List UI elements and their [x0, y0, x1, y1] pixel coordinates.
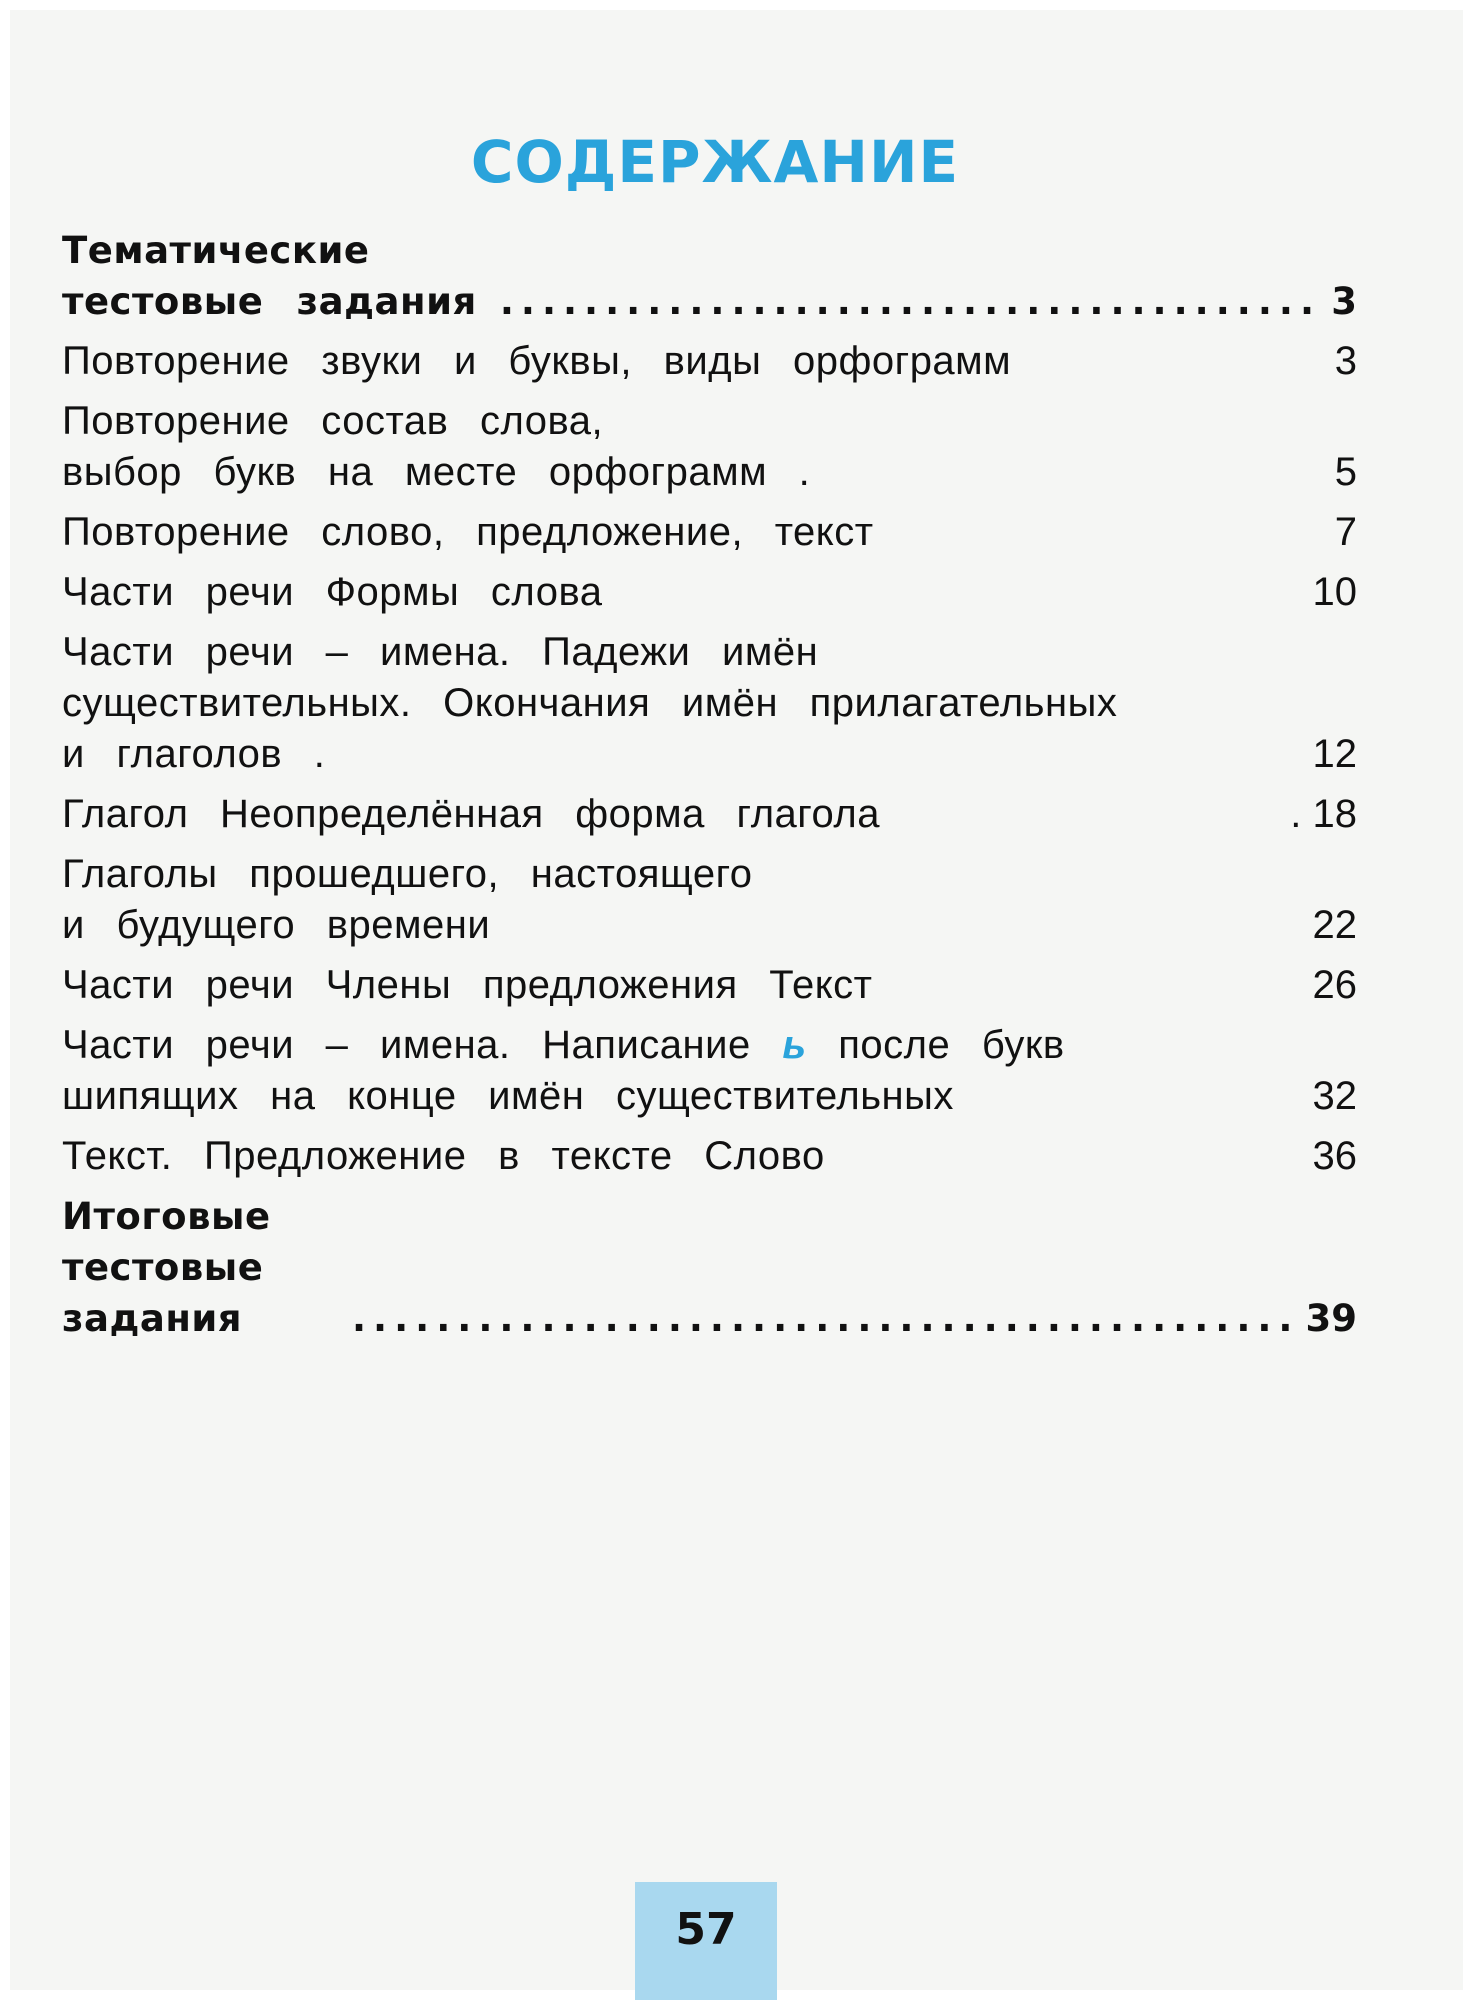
toc-page-number: 7	[1334, 510, 1357, 554]
toc-entry-line-tail: после букв	[838, 1023, 1065, 1067]
toc-page-number: 22	[1312, 903, 1357, 947]
toc-page-number: 3	[1331, 280, 1357, 323]
toc-entry-line: Повторение состав слова,	[62, 399, 604, 443]
toc-entry-line: Части речи – имена. Падежи имён	[62, 630, 819, 674]
toc-entry-final-tests[interactable]	[62, 1191, 1357, 1344]
toc-page-number: 10	[1312, 570, 1357, 614]
toc-page-number: 26	[1312, 963, 1357, 1007]
dot-leader	[1131, 729, 1306, 780]
dot-leader	[1079, 1071, 1307, 1122]
dot-leader	[894, 789, 1284, 840]
toc-page-number: . 18	[1290, 792, 1357, 836]
page-number: 57	[675, 1904, 737, 1955]
toc-page-number: 3	[1334, 339, 1357, 383]
dot-leader	[767, 900, 1307, 951]
page-number-box	[635, 1882, 777, 2000]
toc-entry-verb-tenses[interactable]	[62, 849, 1357, 951]
toc-entry-line: Части речи – имена. Написание	[62, 1023, 751, 1067]
toc-entry-sentence-members[interactable]	[62, 960, 1357, 1011]
toc-entry-noun-cases[interactable]	[62, 627, 1357, 780]
toc-entry-word-composition[interactable]	[62, 396, 1357, 498]
toc-entry-soft-sign[interactable]	[62, 1020, 1357, 1122]
dot-leader	[839, 1131, 1307, 1182]
toc-entry-line: выбор букв на месте орфограмм .	[62, 450, 811, 494]
toc-entry-line: и будущего времени	[62, 903, 491, 947]
dot-leader: .............................................	[351, 1297, 1300, 1340]
toc-page-number: 36	[1312, 1134, 1357, 1178]
dot-leader	[617, 567, 1307, 618]
page-title: СОДЕРЖАНИЕ	[470, 128, 960, 196]
toc-entry-line: Части речи Формы слова	[62, 570, 603, 614]
dot-leader	[1025, 336, 1321, 387]
toc-entry-sounds-letters[interactable]	[62, 336, 1357, 387]
toc-entry-infinitive[interactable]	[62, 789, 1357, 840]
toc-entry-line: Глагол Неопределённая форма глагола	[62, 792, 880, 836]
toc-entry-thematic-tests[interactable]	[62, 225, 1357, 327]
dot-leader: .......................................	[499, 280, 1321, 323]
toc-page-number: 12	[1312, 732, 1357, 776]
toc-entry-line: Текст. Предложение в тексте Слово	[62, 1134, 825, 1178]
toc-entry-line: шипящих на конце имён существительных	[62, 1074, 954, 1118]
toc-page-number: 5	[1334, 450, 1357, 494]
toc-entry-line: Итоговые тестовые задания	[62, 1195, 271, 1340]
toc-entry-text-sentence-word[interactable]	[62, 1131, 1357, 1182]
toc-page-number: 32	[1312, 1074, 1357, 1118]
dot-leader	[888, 507, 1321, 558]
dot-leader	[824, 447, 1321, 498]
toc-entry-word-forms[interactable]	[62, 567, 1357, 618]
toc-entry-line: Части речи Члены предложения Текст	[62, 963, 873, 1007]
dot-leader	[886, 960, 1306, 1011]
toc-entry-line: существительных. Окончания имён прилагательных	[62, 681, 1118, 725]
toc-entry-line: и глаголов .	[62, 732, 326, 776]
toc-entry-line: Повторение слово, предложение, текст	[62, 510, 874, 554]
accent-letter: ь	[782, 1023, 807, 1067]
toc-entry-line: Повторение звуки и буквы, виды орфограмм	[62, 339, 1012, 383]
toc-entry-word-sentence-text[interactable]	[62, 507, 1357, 558]
toc-entry-line: Тематические тестовые задания	[62, 229, 477, 323]
table-of-contents	[62, 225, 1357, 1353]
toc-page-number: 39	[1305, 1297, 1357, 1340]
toc-entry-line: Глаголы прошедшего, настоящего	[62, 852, 753, 896]
